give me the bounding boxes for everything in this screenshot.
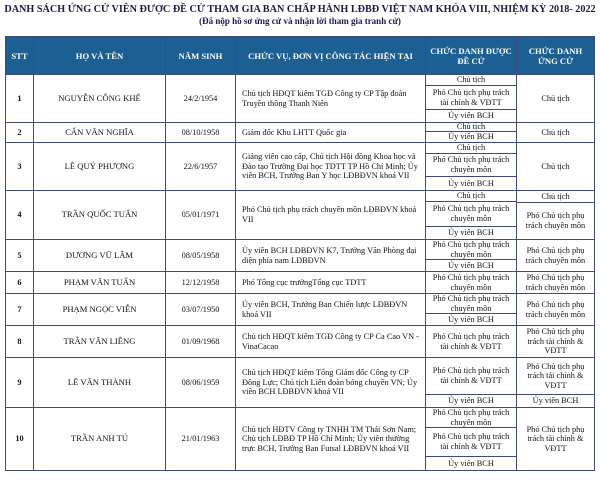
row-name: NGUYỄN CÔNG KHẾ bbox=[34, 75, 166, 123]
nominated-title-item: Chủ tịch bbox=[426, 191, 516, 202]
table-row bbox=[6, 143, 595, 191]
nominated-title-item: Chủ tịch bbox=[426, 143, 516, 154]
row-birth-year: 12/12/1958 bbox=[166, 272, 236, 294]
row-birth-year: 05/01/1971 bbox=[166, 191, 236, 240]
row-birth-year: 22/6/1957 bbox=[166, 143, 236, 191]
row-name: LÊ QUÝ PHƯỢNG bbox=[34, 143, 166, 191]
row-position: Giảng viên cao cấp, Chủ tịch Hội đồng Khoa học và Đào tạo Trường Đại học TDTT TP Hồ Chí Minh; Ủy viên BCH, Trưởng Ban Y học LĐBĐVN khoá VII bbox=[236, 143, 426, 191]
column-header-candidate: CHỨC DANH ỨNG CỬ bbox=[517, 37, 595, 75]
candidate-title-item: Ủy viên BCH bbox=[532, 396, 579, 406]
row-position: Chủ tịch HĐQT kiêm TGĐ Công ty CP Tập đoàn Truyền thông Thanh Niên bbox=[236, 75, 426, 123]
column-header-name: HỌ VÀ TÊN bbox=[34, 37, 166, 75]
candidate-title-item: Chủ tịch bbox=[541, 127, 570, 137]
candidate-title-item: Phó Chủ tịch phụ trách tài chính & VĐTT bbox=[517, 358, 594, 395]
row-position: Chủ tịch HĐQT kiêm Tổng Giám đốc Công ty CP Đông Lực; Chủ tịch Liên đoàn bóng chuyền VN; Ủy viên BCH LĐBĐVN khoá VII bbox=[236, 358, 426, 408]
row-candidate-title bbox=[517, 272, 595, 294]
row-stt: 10 bbox=[6, 408, 34, 471]
candidate-title-item: Chủ tịch bbox=[541, 161, 570, 171]
document-header bbox=[0, 0, 600, 27]
row-position: Chủ tịch HĐQT kiêm TGĐ Công ty CP Ca Cao VN - VinaCacao bbox=[236, 326, 426, 358]
row-candidate-title bbox=[517, 191, 595, 240]
nominated-title-item: Ủy viên BCH bbox=[448, 228, 494, 238]
row-name: DƯƠNG VŨ LÂM bbox=[34, 240, 166, 272]
nominated-title-item: Phó Chủ tịch phụ trách tài chính & VĐTT bbox=[426, 428, 516, 457]
table-row bbox=[6, 272, 595, 294]
row-birth-year: 01/09/1968 bbox=[166, 326, 236, 358]
candidate-title-item: Chủ tịch bbox=[517, 191, 594, 203]
nominated-title-item: Phó Chủ tịch phụ trách tài chính & VĐTT bbox=[432, 331, 510, 351]
row-nominated-title bbox=[426, 272, 517, 294]
candidate-title-item: Phó Chủ tịch phụ trách tài chính & VĐTT bbox=[526, 424, 585, 453]
row-birth-year: 03/07/1950 bbox=[166, 294, 236, 326]
nominated-title-item: Phó Chủ tịch phụ trách chuyên môn bbox=[432, 272, 510, 292]
row-candidate-title bbox=[517, 143, 595, 191]
nominated-title-item: Phó Chủ tịch phụ trách tài chính & VĐTT bbox=[426, 86, 516, 110]
document-subtitle: (Đã nộp hồ sơ ứng cử và nhận lời tham gia tranh cử) bbox=[199, 16, 401, 26]
row-nominated-title bbox=[426, 408, 517, 471]
row-stt: 9 bbox=[6, 358, 34, 408]
row-stt: 2 bbox=[6, 123, 34, 143]
row-nominated-title bbox=[426, 358, 517, 408]
row-position: Phó Tổng cục trưởngTổng cục TDTT bbox=[236, 272, 426, 294]
candidate-title-item: Phó Chủ tịch phụ trách chuyên môn bbox=[525, 245, 586, 265]
candidate-title-item: Phó Chủ tịch phụ trách chuyên môn bbox=[525, 211, 586, 230]
column-header-stt: STT bbox=[6, 37, 34, 75]
candidate-title-item: Phó Chủ tịch phụ trách chuyên môn bbox=[525, 272, 586, 292]
row-name: TRẦN VĂN LIÊNG bbox=[34, 326, 166, 358]
nominated-title-item: Phó Chủ tịch phụ trách chuyên môn bbox=[426, 202, 516, 227]
row-candidate-title bbox=[517, 240, 595, 272]
row-stt: 7 bbox=[6, 294, 34, 326]
row-candidate-title bbox=[517, 75, 595, 123]
row-nominated-title bbox=[426, 191, 517, 240]
row-nominated-title bbox=[426, 143, 517, 191]
row-name: CẤN VĂN NGHĨA bbox=[34, 123, 166, 143]
column-header-position: CHỨC VỤ, ĐƠN VỊ CÔNG TÁC HIỆN TẠI bbox=[236, 37, 426, 75]
row-nominated-title bbox=[426, 326, 517, 358]
nominated-title-item: Ủy viên BCH bbox=[448, 396, 494, 406]
nominated-title-item: Chủ tịch bbox=[426, 123, 516, 132]
row-position: Ủy viên BCH LĐBĐVN K7, Trưởng Văn Phòng đại diện phía nam LĐBĐVN bbox=[236, 240, 426, 272]
row-stt: 1 bbox=[6, 75, 34, 123]
candidate-title-item: Phó Chủ tịch phụ trách chuyên môn bbox=[525, 299, 586, 319]
nominated-title-item: Phó Chủ tịch phụ trách tài chính & VĐTT bbox=[426, 358, 516, 395]
nominated-title-item: Chủ tịch bbox=[426, 75, 516, 86]
row-name: TRẦN ANH TÚ bbox=[34, 408, 166, 471]
nominated-title-item: Ủy viên BCH bbox=[448, 178, 494, 188]
table-row bbox=[6, 240, 595, 272]
row-candidate-title bbox=[517, 294, 595, 326]
row-nominated-title bbox=[426, 240, 517, 272]
nominated-title-item: Phó Chủ tịch phụ trách chuyên môn bbox=[426, 154, 516, 177]
nominated-title-item: Phó Chủ tịch phụ trách chuyên môn bbox=[426, 240, 516, 260]
row-candidate-title bbox=[517, 123, 595, 143]
document-title: DANH SÁCH ỨNG CỬ VIÊN ĐƯỢC ĐỀ CỬ THAM GIA BAN CHẤP HÀNH LĐBĐ VIỆT NAM KHÓA VIII, NHIỆM KỲ 2018- 2022 bbox=[4, 4, 596, 15]
nominated-title-item: Phó Chủ tịch phụ trách chuyên môn bbox=[426, 408, 516, 428]
row-stt: 6 bbox=[6, 272, 34, 294]
row-nominated-title bbox=[426, 294, 517, 326]
row-position: Phó Chủ tịch phụ trách chuyên môn LĐBĐVN khoá VII bbox=[236, 191, 426, 240]
row-nominated-title bbox=[426, 123, 517, 143]
table-row bbox=[6, 294, 595, 326]
row-birth-year: 24/2/1954 bbox=[166, 75, 236, 123]
candidate-table bbox=[5, 36, 595, 471]
row-stt: 4 bbox=[6, 191, 34, 240]
table-header-row bbox=[6, 37, 595, 75]
row-position: Ủy viên BCH, Trưởng Ban Chiến lược LĐBĐVN khoá VII bbox=[236, 294, 426, 326]
nominated-title-item: Ủy viên BCH bbox=[448, 458, 494, 468]
row-birth-year: 08/10/1958 bbox=[166, 123, 236, 143]
nominated-title-item: Ủy viên BCH bbox=[448, 111, 494, 121]
row-stt: 5 bbox=[6, 240, 34, 272]
row-name: LÊ VĂN THÀNH bbox=[34, 358, 166, 408]
table-row bbox=[6, 75, 595, 123]
row-birth-year: 21/01/1963 bbox=[166, 408, 236, 471]
row-name: TRẦN QUỐC TUẤN bbox=[34, 191, 166, 240]
table-row bbox=[6, 326, 595, 358]
row-nominated-title bbox=[426, 75, 517, 123]
row-position: Chủ tịch HĐTV Công ty TNHH TM Thái Sơn Nam; Chủ tịch LĐBĐ TP Hồ Chí Minh; Ủy viên thường trực BCH, Trưởng Ban Futsal LĐBĐVN khoá VII bbox=[236, 408, 426, 471]
row-candidate-title bbox=[517, 326, 595, 358]
candidate-title-item: Chủ tịch bbox=[541, 93, 570, 103]
table-row bbox=[6, 358, 595, 408]
nominated-title-item: Ủy viên BCH bbox=[448, 260, 494, 270]
column-header-nominated: CHỨC DANH ĐƯỢC ĐỀ CỬ bbox=[426, 37, 517, 75]
row-stt: 8 bbox=[6, 326, 34, 358]
row-name: PHẠM NGỌC VIỄN bbox=[34, 294, 166, 326]
table-row bbox=[6, 123, 595, 143]
table-row bbox=[6, 408, 595, 471]
row-birth-year: 08/06/1959 bbox=[166, 358, 236, 408]
nominated-title-item: Phó Chủ tịch phụ trách chuyên môn bbox=[426, 294, 516, 314]
nominated-title-item: Ủy viên BCH bbox=[448, 314, 494, 324]
candidate-title-item: Phó Chủ tịch phụ trách tài chính & VĐTT bbox=[526, 327, 585, 356]
row-candidate-title bbox=[517, 358, 595, 408]
table-row bbox=[6, 191, 595, 240]
row-birth-year: 08/05/1958 bbox=[166, 240, 236, 272]
row-candidate-title bbox=[517, 408, 595, 471]
column-header-year: NĂM SINH bbox=[166, 37, 236, 75]
nominated-title-item: Ủy viên BCH bbox=[448, 132, 494, 142]
row-stt: 3 bbox=[6, 143, 34, 191]
row-name: PHẠM VĂN TUẤN bbox=[34, 272, 166, 294]
row-position: Giám đốc Khu LHTT Quốc gia bbox=[236, 123, 426, 143]
